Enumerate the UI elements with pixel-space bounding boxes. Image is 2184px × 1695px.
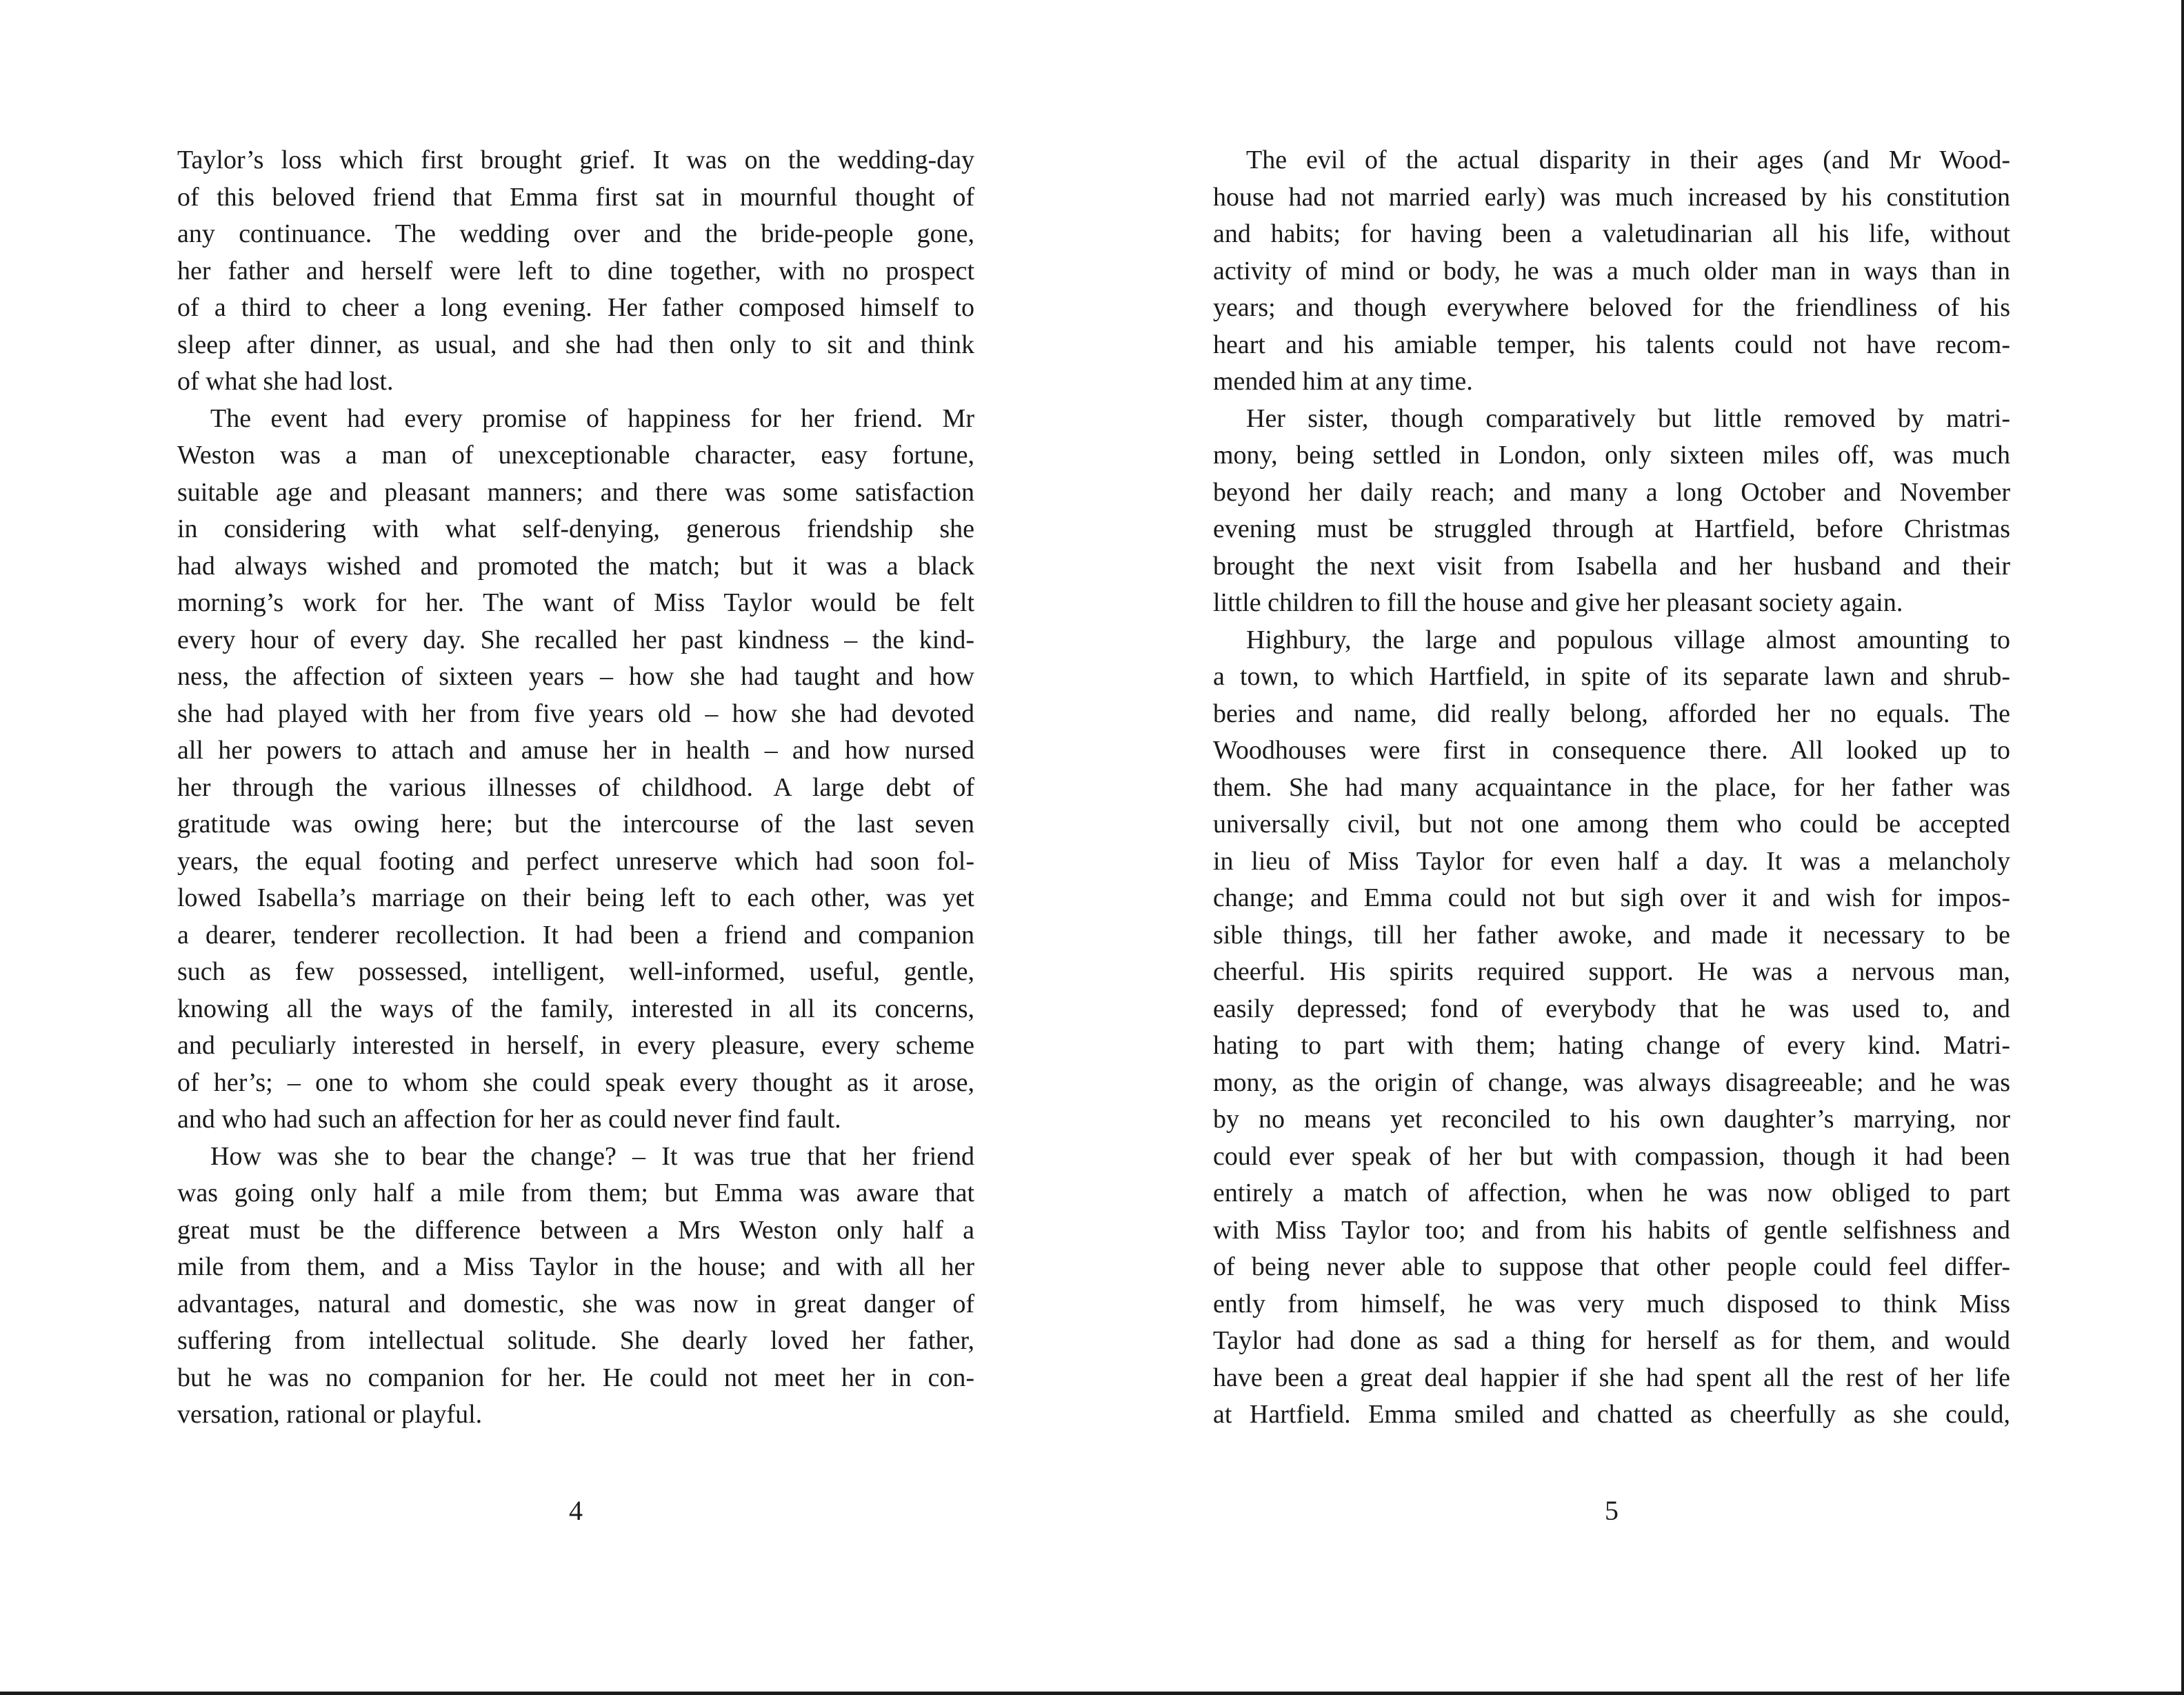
text-line: a town, to which Hartfield, in spite of its separate lawn and shrub- bbox=[1213, 662, 2010, 691]
text-line: activity of mind or body, he was a much older man in ways than in bbox=[1213, 256, 2010, 285]
text-line: mended him at any time. bbox=[1213, 367, 1473, 396]
text-line: The event had every promise of happiness for her friend. Mr bbox=[210, 403, 974, 433]
text-line: little children to fill the house and give her pleasant society again. bbox=[1213, 588, 1903, 617]
text-line: ently from himself, he was very much disposed to think Miss bbox=[1213, 1289, 2010, 1318]
text-line: of this beloved friend that Emma first sat in mournful thought of bbox=[177, 182, 974, 212]
text-line: beries and name, did really belong, afforded her no equals. The bbox=[1213, 699, 2010, 728]
text-line: evening must be struggled through at Hartfield, before Christmas bbox=[1213, 514, 2010, 543]
text-line: she had played with her from five years old – how she had devoted bbox=[177, 699, 974, 728]
text-line: her father and herself were left to dine together, with no prospect bbox=[177, 256, 974, 285]
text-line: advantages, natural and domestic, she was now in great danger of bbox=[177, 1289, 974, 1318]
text-line: sible things, till her father awoke, and made it necessary to be bbox=[1213, 920, 2010, 950]
text-line: in lieu of Miss Taylor for even half a day. It was a melancholy bbox=[1213, 846, 2010, 876]
text-line: of what she had lost. bbox=[177, 367, 394, 396]
text-line: such as few possessed, intelligent, well-informed, useful, gentle, bbox=[177, 957, 974, 986]
text-line: suffering from intellectual solitude. She dearly loved her father, bbox=[177, 1326, 974, 1355]
text-line: How was she to bear the change? – It was true that her friend bbox=[210, 1141, 974, 1171]
text-line: had always wished and promoted the match; but it was a black bbox=[177, 551, 974, 581]
page-right-number: 5 bbox=[1605, 1495, 1619, 1526]
text-line: gratitude was owing here; but the intercourse of the last seven bbox=[177, 810, 974, 839]
text-line: house had not married early) was much increased by his constitution bbox=[1213, 182, 2010, 212]
text-line: by no means yet reconciled to his own daughter’s marrying, nor bbox=[1213, 1105, 2010, 1134]
text-line: years, the equal footing and perfect unreserve which had soon fol- bbox=[177, 846, 974, 876]
text-line: Weston was a man of unexceptionable character, easy fortune, bbox=[177, 441, 974, 470]
text-line: universally civil, but not one among them who could be accepted bbox=[1213, 810, 2010, 839]
text-line: morning’s work for her. The want of Miss Taylor would be felt bbox=[177, 588, 974, 617]
text-line: change; and Emma could not but sigh over it and wish for impos- bbox=[1213, 883, 2010, 912]
text-line: Highbury, the large and populous village almost amounting to bbox=[1246, 625, 2010, 654]
text-line: every hour of every day. She recalled her past kindness – the kind- bbox=[177, 625, 974, 654]
page-left-number: 4 bbox=[569, 1495, 583, 1526]
text-line: mile from them, and a Miss Taylor in the house; and with all her bbox=[177, 1252, 974, 1281]
text-line: The evil of the actual disparity in their ages (and Mr Wood- bbox=[1246, 146, 2010, 174]
text-line: in considering with what self-denying, generous friendship she bbox=[177, 514, 974, 543]
text-line: Woodhouses were first in consequence there. All looked up to bbox=[1213, 736, 2010, 765]
text-line: ness, the affection of sixteen years – how she had taught and how bbox=[177, 662, 974, 691]
text-line: Taylor’s loss which first brought grief. It was on the wedding-day bbox=[177, 146, 974, 174]
page-left bbox=[177, 142, 974, 1590]
text-line: beyond her daily reach; and many a long October and November bbox=[1213, 477, 2010, 507]
text-line: a dearer, tenderer recollection. It had been a friend and companion bbox=[177, 920, 974, 950]
text-line: with Miss Taylor too; and from his habits of gentle selfishness and bbox=[1213, 1215, 2010, 1245]
text-line: years; and though everywhere beloved for the friendliness of his bbox=[1213, 293, 2010, 322]
text-line: Taylor had done as sad a thing for herself as for them, and would bbox=[1213, 1326, 2010, 1355]
text-line: but he was no companion for her. He could not meet her in con- bbox=[177, 1363, 974, 1392]
page-left-text bbox=[177, 142, 974, 1434]
text-line: Her sister, though comparatively but little removed by matri- bbox=[1246, 403, 2010, 433]
text-line: suitable age and pleasant manners; and there was some satisfaction bbox=[177, 477, 974, 507]
text-line: great must be the difference between a Mrs Weston only half a bbox=[177, 1215, 974, 1245]
scan-edge-bottom bbox=[0, 1692, 2184, 1695]
text-line: and peculiarly interested in herself, in every pleasure, every scheme bbox=[177, 1031, 974, 1060]
text-line: of her’s; – one to whom she could speak every thought as it arose, bbox=[177, 1067, 974, 1097]
text-line: of a third to cheer a long evening. Her father composed himself to bbox=[177, 293, 974, 322]
text-line: all her powers to attach and amuse her in health – and how nursed bbox=[177, 736, 974, 765]
page-right-text bbox=[1213, 142, 2010, 1434]
scan-edge-right bbox=[2181, 0, 2184, 1695]
text-line: her through the various illnesses of childhood. A large debt of bbox=[177, 772, 974, 802]
text-line: at Hartfield. Emma smiled and chatted as cheerfully as she could, bbox=[1213, 1400, 2010, 1429]
text-line: knowing all the ways of the family, interested in all its concerns, bbox=[177, 994, 974, 1023]
text-line: mony, as the origin of change, was always disagreeable; and he was bbox=[1213, 1067, 2010, 1097]
text-line: lowed Isabella’s marriage on their being left to each other, was yet bbox=[177, 883, 974, 912]
text-line: versation, rational or playful. bbox=[177, 1400, 483, 1429]
text-line: sleep after dinner, as usual, and she had then only to sit and think bbox=[177, 330, 974, 359]
text-line: them. She had many acquaintance in the place, for her father was bbox=[1213, 772, 2010, 802]
text-line: mony, being settled in London, only sixteen miles off, was much bbox=[1213, 441, 2010, 470]
text-line: of being never able to suppose that other people could feel differ- bbox=[1213, 1252, 2010, 1281]
text-line: have been a great deal happier if she had spent all the rest of her life bbox=[1213, 1363, 2010, 1392]
text-line: could ever speak of her but with compassion, though it had been bbox=[1213, 1141, 2010, 1171]
text-line: entirely a match of affection, when he was now obliged to part bbox=[1213, 1179, 2010, 1207]
text-line: any continuance. The wedding over and the bride-people gone, bbox=[177, 219, 974, 248]
text-line: and habits; for having been a valetudinarian all his life, without bbox=[1213, 219, 2010, 248]
page-right bbox=[1213, 142, 2010, 1590]
text-line: was going only half a mile from them; but Emma was aware that bbox=[177, 1179, 974, 1207]
text-line: heart and his amiable temper, his talents could not have recom- bbox=[1213, 330, 2010, 359]
text-line: cheerful. His spirits required support. He was a nervous man, bbox=[1213, 957, 2010, 986]
text-line: brought the next visit from Isabella and her husband and their bbox=[1213, 551, 2010, 581]
text-line: hating to part with them; hating change of every kind. Matri- bbox=[1213, 1031, 2010, 1060]
text-line: and who had such an affection for her as could never find fault. bbox=[177, 1105, 841, 1134]
text-line: easily depressed; fond of everybody that he was used to, and bbox=[1213, 994, 2010, 1023]
